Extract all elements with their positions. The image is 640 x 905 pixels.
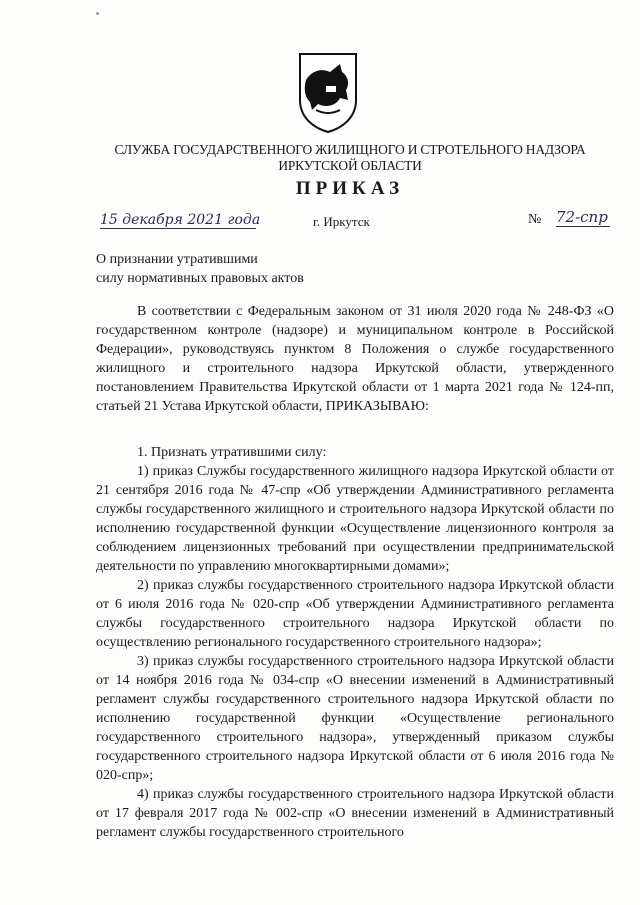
coat-of-arms-icon (296, 50, 360, 134)
subject-line: О признании утратившими (96, 252, 258, 267)
preamble-block (96, 302, 614, 416)
subject-line: силу нормативных правовых актов (96, 271, 304, 286)
list-item: 3) приказ службы государственного строительного надзора Иркутской области от 14 ноября 2016 года № 034-спр «О внесении изменений в Административный регламент службы государственного строительного надзора Иркутской области по исполнению государственной функции «Осуществление регионального государственного строительного надзора», утвержденный приказом службы государственного строительного надзора Иркутской области от 6 июля 2016 года № 020-спр»; (96, 654, 614, 783)
organization-name: СЛУЖБА ГОСУДАРСТВЕННОГО ЖИЛИЩНОГО И СТРОТЕЛЬНОГО НАДЗОРА (114, 142, 586, 157)
document-date: 15 декабря 2021 года (100, 212, 261, 228)
preamble-paragraph: В соответствии с Федеральным законом от 31 июля 2020 года № 248-ФЗ «О государственном контроле (надзоре) и муниципальном контроле в Российской Федерации», руководствуясь пунктом 8 Положения о службе государственного жилищного и строительного надзора Иркутской области, утвержденного постановлением Правительства Иркутской области от 1 марта 2021 года № 124-пп, статьей 21 Устава Иркутской области, ПРИКАЗЫВАЮ: (96, 304, 614, 414)
organization-region: ИРКУТСКОЙ ОБЛАСТИ (278, 158, 422, 173)
scan-speck (96, 12, 99, 15)
list-item: 1) приказ Службы государственного жилищного надзора Иркутской области от 21 сентября 2016 года № 47-спр «Об утверждении Административного регламента службы государственного жилищного и строительного надзора Иркутской области по исполнению государственной функции «Осуществление лицензионного контроля за соблюдением лицензионных требований при осуществлении предпринимательской деятельности по управлению многоквартирными домами»; (96, 464, 614, 574)
item-intro: 1. Признать утратившими силу: (137, 445, 327, 460)
document-city: г. Иркутск (313, 214, 370, 229)
document-number: 72-спр (556, 208, 610, 227)
number-sign: № (528, 212, 542, 227)
document-subject (96, 250, 304, 288)
list-item: 4) приказ службы государственного строительного надзора Иркутской области от 17 февраля 2017 года № 002-спр «О внесении изменений в Административный регламент службы государственного строительного (96, 787, 614, 840)
list-item: 2) приказ службы государственного строительного надзора Иркутской области от 6 июля 2016 года № 020-спр «Об утверждении Административного регламента службы государственного строительного надзора Иркутской области по осуществлению регионального государственного строительного надзора»; (96, 578, 614, 650)
document-title: ПРИКАЗ (295, 178, 405, 199)
items-block (96, 443, 614, 842)
